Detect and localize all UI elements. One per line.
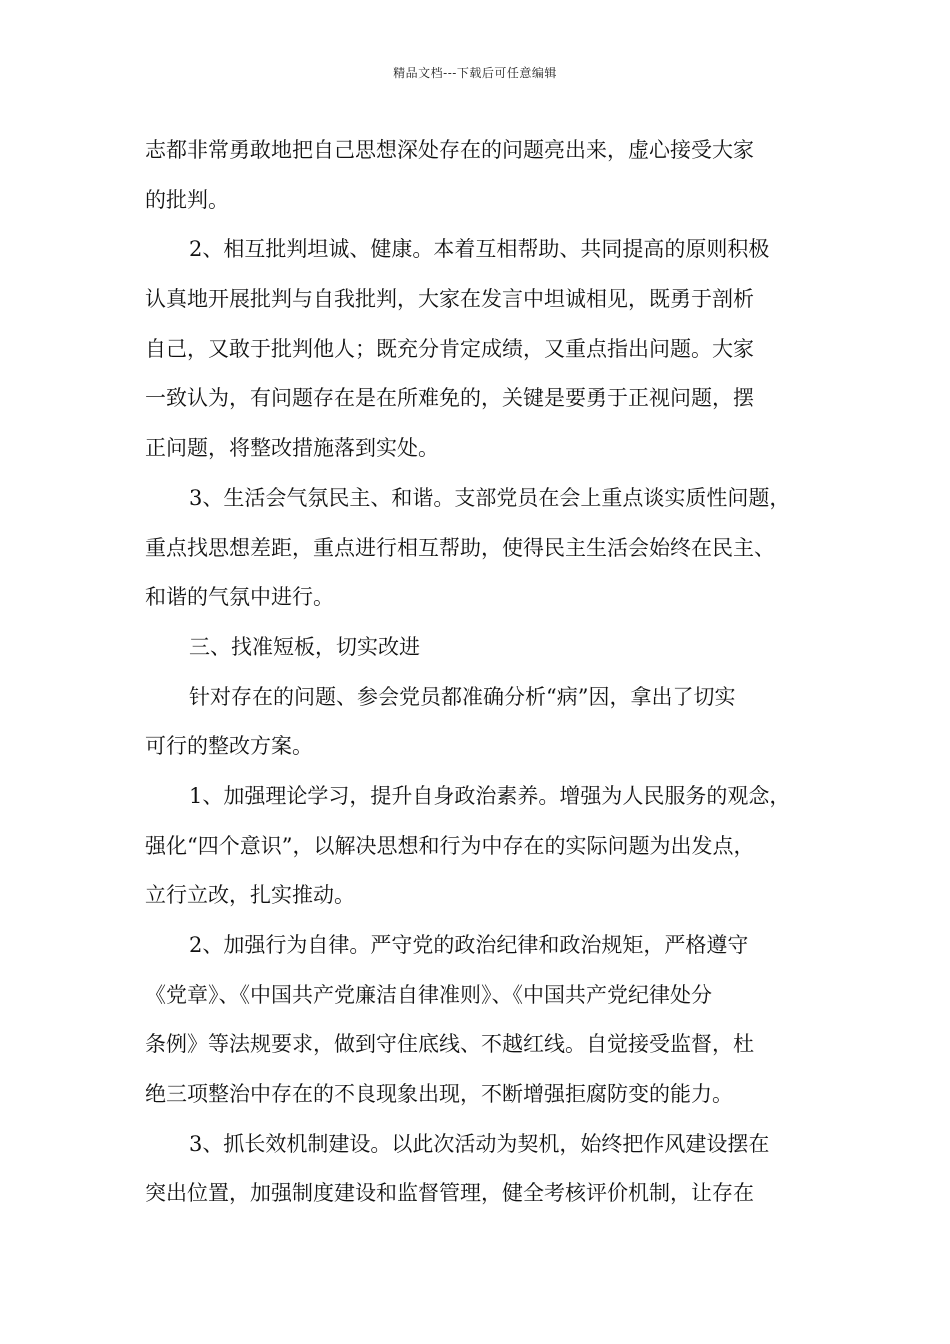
document-body [145,126,810,1219]
text-line: 自己，又敢于批判他人；既充分肯定成绩，又重点指出问题。大家 [145,336,754,361]
text-line: 3、抓长效机制建设。以此次活动为契机，始终把作风建设摆在 [189,1131,770,1156]
text-line: 重点找思想差距，重点进行相互帮助，使得民主生活会始终在民主、 [145,535,775,560]
text-line: 认真地开展批判与自我批判，大家在发言中坦诚相见，既勇于剖析 [145,287,754,312]
text-line: 2、相互批判坦诚、健康。本着互相帮助、共同提高的原则积极 [189,237,770,262]
text-line: 绝三项整治中存在的不良现象出现，不断增强拒腐防变的能力。 [145,1082,733,1107]
text-line: 针对存在的问题、参会党员都准确分析“病”因，拿出了切实 [189,684,736,709]
text-line: 1、加强理论学习，提升自身政治素养。增强为人民服务的观念， [189,783,791,808]
text-line: 强化“四个意识”，以解决思想和行为中存在的实际问题为出发点， [145,833,755,858]
section-heading: 三、找准短板，切实改进 [189,634,420,659]
page-header: 精品文档---下载后可任意编辑 [393,66,557,80]
text-line: 2、加强行为自律。严守党的政治纪律和政治规矩，严格遵守 [189,933,749,957]
text-line: 和谐的气氛中进行。 [145,585,334,610]
text-line: 3、生活会气氛民主、和谐。支部党员在会上重点谈实质性问题， [189,485,791,510]
text-line: 一致认为，有问题存在是在所难免的，关键是要勇于正视问题，摆 [145,386,754,411]
text-line: 立行立改，扎实推动。 [145,883,355,908]
text-line: 的批判。 [145,187,229,212]
text-line: 正问题，将整改措施落到实处。 [145,436,439,461]
text-line: 《党章》、《中国共产党廉洁自律准则》、《中国共产党纪律处分 [145,982,712,1007]
text-line: 突出位置，加强制度建设和监督管理，健全考核评价机制，让存在 [145,1181,754,1206]
text-line: 可行的整改方案。 [145,734,313,759]
text-line: 条例》等法规要求，做到守住底线、不越红线。自觉接受监督，杜 [145,1032,754,1057]
text-line: 志都非常勇敢地把自己思想深处存在的问题亮出来，虚心接受大家 [145,138,754,162]
